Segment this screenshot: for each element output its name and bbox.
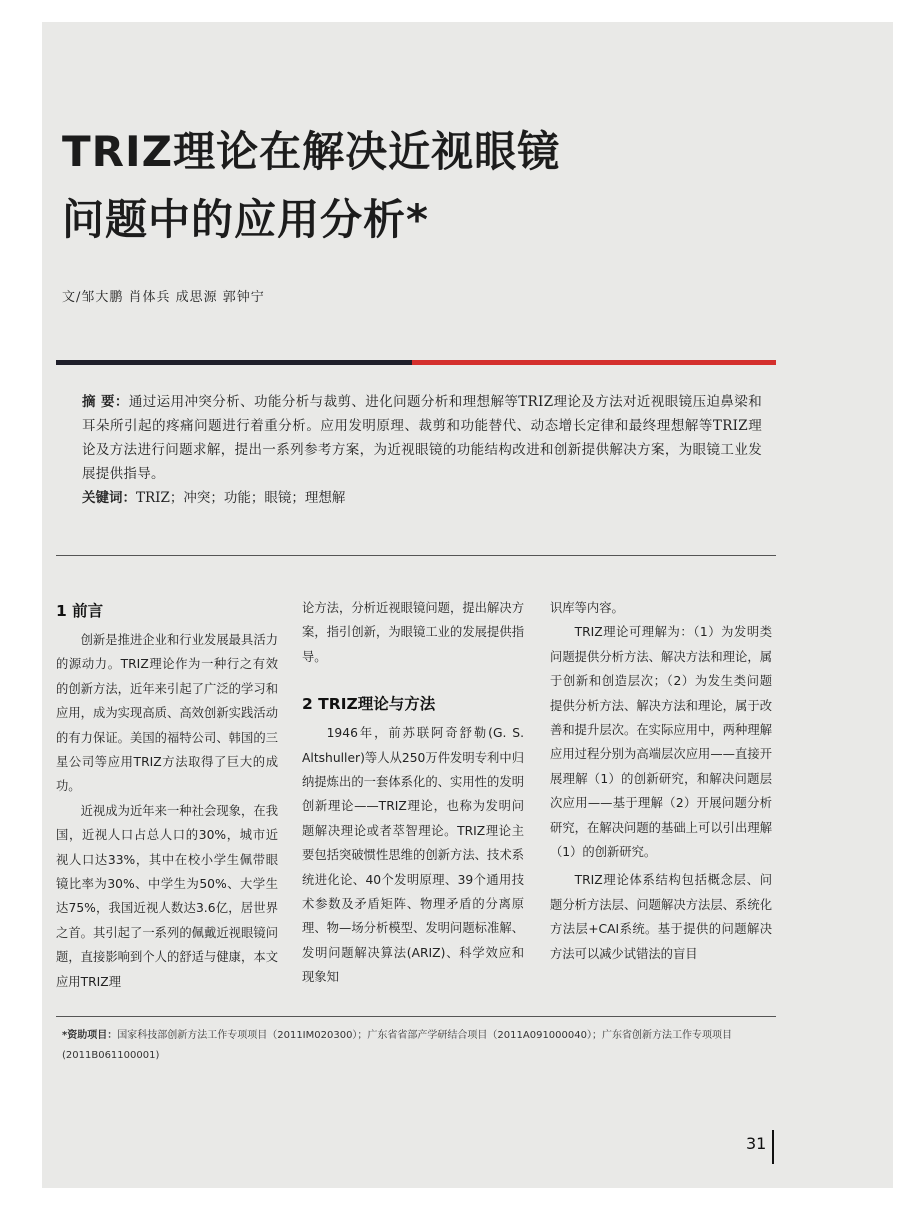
body-column-1 xyxy=(56,596,278,994)
paragraph-continued: 识库等内容。 xyxy=(550,601,624,615)
paragraph: 近视成为近年来一种社会现象，在我国，近视人口占总人口的30%，城市近视人口达33%，其中在校小学生佩带眼镜比率为30%、中学生为50%、大学生达75%，我国近视人数达3.6亿，居世界之首。其引起了一系列的佩戴近视眼镜问题，直接影响到个人的舒适与健康，本文应用TRIZ理 xyxy=(56,803,278,989)
article-title xyxy=(62,118,762,254)
footnote-label: *资助项目： xyxy=(62,1030,118,1041)
body-column-2 xyxy=(302,596,524,990)
abstract xyxy=(82,390,762,486)
section-2-heading: 2 TRIZ理论与方法 xyxy=(302,695,436,714)
paragraph: 创新是推进企业和行业发展最具活力的源动力。TRIZ理论作为一种行之有效的创新方法，近年来引起了广泛的学习和应用，成为实现高质、高效创新实践活动的有力保证。美国的福特公司、韩国的三星公司等应用TRIZ方法取得了巨大的成功。 xyxy=(56,633,278,794)
section-1-heading: 1 前言 xyxy=(56,602,104,620)
title-line-1: TRIZ理论在解决近视眼镜 xyxy=(62,127,561,176)
title-line-2: 问题中的应用分析* xyxy=(62,195,429,244)
paragraph: 1946年，前苏联阿奇舒勒(G. S. Altshuller)等人从250万件发明专利中归纳提炼出的一套体系化的、实用性的发明创新理论——TRIZ理论，也称为发明问题解决理论或者萃智理论。TRIZ理论主要包括突破惯性思维的创新方法、技术系统进化论、40个发明原理、39个通用技术参数及矛盾矩阵、物理矛盾的分离原理、物—场分析模型、发明问题标准解、发明问题解决算法(ARIZ)、科学效应和现象知 xyxy=(302,726,524,985)
abstract-text: 通过运用冲突分析、功能分析与裁剪、进化问题分析和理想解等TRIZ理论及方法对近视眼镜压迫鼻梁和耳朵所引起的疼痛问题进行着重分析。应用发明原理、裁剪和功能替代、动态增长定律和最终理想解等TRIZ理论及方法进行问题求解，提出一系列参考方案，为近视眼镜的功能结构改进和创新提供解决方案，为眼镜工业发展提供指导。 xyxy=(82,394,762,482)
footnote xyxy=(62,1026,778,1066)
keywords-label: 关键词： xyxy=(82,490,136,506)
page-number: 31 xyxy=(746,1134,767,1153)
body-column-3 xyxy=(550,596,772,966)
abstract-divider xyxy=(56,555,776,556)
header-rule-dark xyxy=(56,360,412,365)
footnote-text: 国家科技部创新方法工作专项项目（2011IM020300）；广东省省部产学研结合项目（2011A091000040）；广东省创新方法工作专项项目(2011B061100001) xyxy=(62,1030,732,1061)
footnote-divider xyxy=(56,1016,776,1017)
keywords xyxy=(82,486,762,510)
authors: 文/邹大鹏 肖体兵 成思源 郭钟宁 xyxy=(62,290,265,305)
header-rule-red xyxy=(412,360,776,365)
keywords-text: TRIZ；冲突；功能；眼镜；理想解 xyxy=(136,490,346,506)
page-number-bar xyxy=(772,1130,774,1164)
abstract-label: 摘 要： xyxy=(82,394,129,410)
paragraph-continued: 论方法，分析近视眼镜问题，提出解决方案，指引创新，为眼镜工业的发展提供指导。 xyxy=(302,601,524,664)
paragraph: TRIZ理论可理解为：（1）为发明类问题提供分析方法、解决方法和理论，属于创新和创造层次；（2）为发生类问题提供分析方法、解决方法和理论，属于改善和提升层次。在实际应用中，两种理解应用过程分别为高端层次应用——直接开展理解（1）的创新研究，和解决问题层次应用——基于理解（2）开展问题分析研究，在解决问题的基础上可以引出理解（1）的创新研究。 xyxy=(550,625,772,860)
paragraph: TRIZ理论体系结构包括概念层、问题分析方法层、问题解决方法层、系统化方法层+CAI系统。基于提供的问题解决方法可以减少试错法的盲目 xyxy=(550,873,772,961)
